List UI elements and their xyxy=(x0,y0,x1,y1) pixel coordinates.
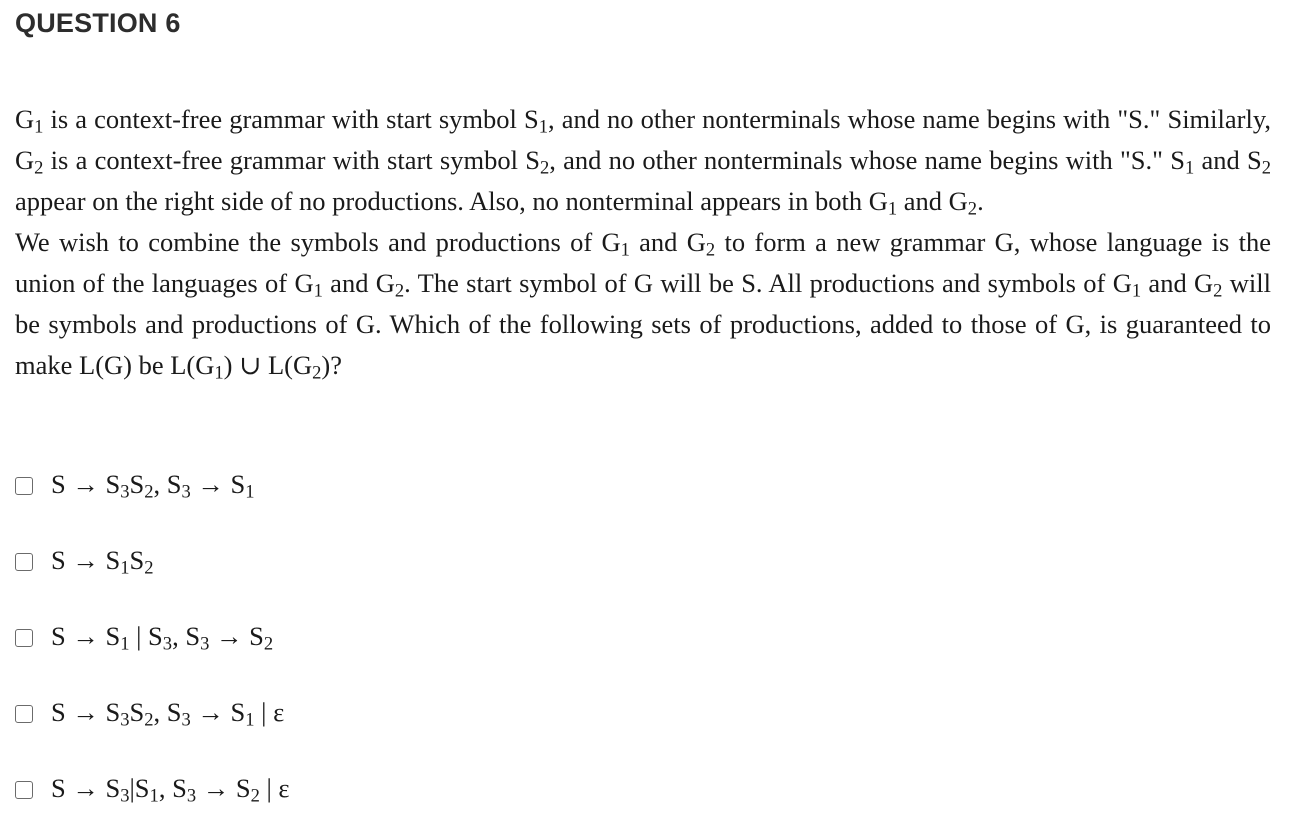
checkbox-3[interactable] xyxy=(15,629,33,647)
answer-option-4[interactable] xyxy=(15,690,284,734)
answer-option-5-text: $S \to S_3|S_1$, $S_3 \to S_2$ | ε xyxy=(51,772,290,807)
question-prompt xyxy=(15,99,1271,386)
answer-option-3-text: $S \to S_1$ | $S_3$, $S_3 \to S_2$ xyxy=(51,620,274,655)
checkbox-2[interactable] xyxy=(15,553,33,571)
answer-option-2[interactable] xyxy=(15,538,154,582)
checkbox-4[interactable] xyxy=(15,705,33,723)
prompt-paragraph-1: $G_1$ is a context-free grammar with start symbol $S_1$, and no other nonterminals whose name begins with "S." Similarly, $G_2$ is a context-free grammar with start symbol $S_2$, and no other nonterminals whose name begins with "S." $S_1$ and $S_2$ appear on the right side of no productions. Also, no nonterminal appears in both $G_1$ and $G_2$. xyxy=(15,104,1272,220)
checkbox-1[interactable] xyxy=(15,477,33,495)
prompt-paragraph-2: We wish to combine the symbols and productions of $G_1$ and $G_2$ to form a new grammar G, whose language is the union of the languages of $G_1$ and $G_2$. The start symbol of G will be S. All productions and symbols of $G_1$ and $G_2$ will be symbols and productions of G. Which of the following sets of productions, added to those of G, is guaranteed to make L(G) be $L(G_1)$ ∪ $L(G_2)$? xyxy=(15,227,1272,384)
answer-option-1[interactable] xyxy=(15,462,255,506)
answer-option-4-text: $S \to S_3S_2$, $S_3 \to S_1$ | ε xyxy=(51,696,285,731)
answer-option-3[interactable] xyxy=(15,614,273,658)
checkbox-5[interactable] xyxy=(15,781,33,799)
answer-option-5[interactable] xyxy=(15,766,290,810)
question-title: QUESTION 6 xyxy=(15,8,181,38)
answer-option-1-text: $S \to S_3S_2$, $S_3 \to S_1$ xyxy=(51,468,255,503)
answer-option-2-text: $S \to S_1S_2$ xyxy=(51,544,154,579)
